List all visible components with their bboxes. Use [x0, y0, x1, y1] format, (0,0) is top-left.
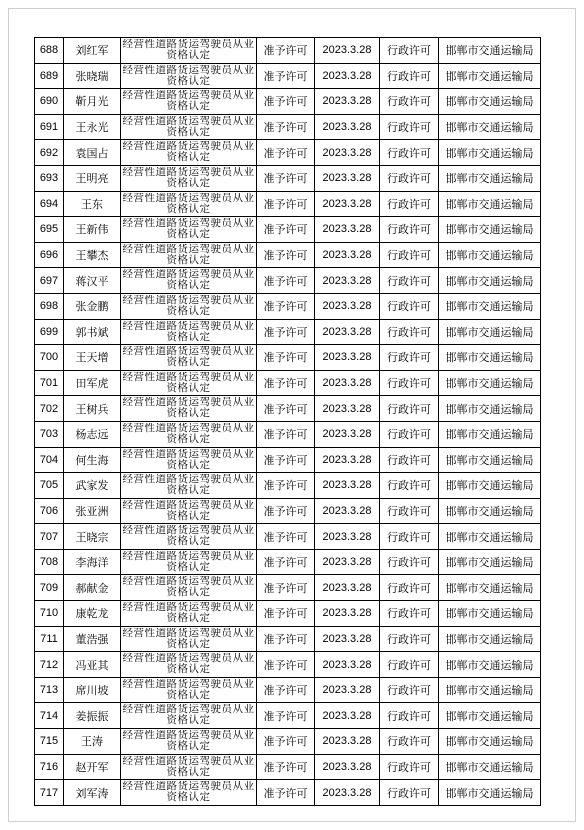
cell-category: 行政许可	[380, 421, 439, 447]
cell-category: 行政许可	[380, 780, 439, 806]
cell-permit-item	[121, 370, 257, 396]
cell-category: 行政许可	[380, 498, 439, 524]
permit-item-text: 经营性道路货运驾驶员从业资格认定	[122, 371, 255, 394]
cell-decision: 准予许可	[257, 652, 315, 678]
table-row	[35, 165, 541, 191]
permit-item-text: 经营性道路货运驾驶员从业资格认定	[122, 192, 255, 215]
cell-decision: 准予许可	[257, 140, 315, 166]
cell-authority: 邯郸市交通运输局	[439, 575, 541, 601]
permit-item-text: 经营性道路货运驾驶员从业资格认定	[122, 550, 255, 573]
cell-decision: 准予许可	[257, 319, 315, 345]
cell-category: 行政许可	[380, 370, 439, 396]
cell-decision: 准予许可	[257, 345, 315, 371]
cell-number: 708	[35, 549, 64, 575]
cell-category: 行政许可	[380, 319, 439, 345]
permit-item-text: 经营性道路货运驾驶员从业资格认定	[122, 781, 255, 804]
cell-decision: 准予许可	[257, 217, 315, 243]
cell-authority: 邯郸市交通运输局	[439, 89, 541, 115]
cell-authority: 邯郸市交通运输局	[439, 729, 541, 755]
cell-category: 行政许可	[380, 217, 439, 243]
cell-authority: 邯郸市交通运输局	[439, 473, 541, 499]
cell-category: 行政许可	[380, 38, 439, 64]
cell-decision: 准予许可	[257, 421, 315, 447]
cell-number: 691	[35, 114, 64, 140]
table-row	[35, 703, 541, 729]
table-row	[35, 370, 541, 396]
table-row	[35, 677, 541, 703]
permit-item-text: 经营性道路货运驾驶员从业资格认定	[122, 64, 255, 87]
cell-category: 行政许可	[380, 677, 439, 703]
cell-date: 2023.3.28	[315, 319, 380, 345]
table-row	[35, 242, 541, 268]
cell-authority: 邯郸市交通运输局	[439, 498, 541, 524]
cell-name: 席川坡	[64, 677, 121, 703]
cell-number: 707	[35, 524, 64, 550]
permit-item-text: 经营性道路货运驾驶员从业资格认定	[122, 576, 255, 599]
cell-name: 蒋汉平	[64, 268, 121, 294]
permit-item-text: 经营性道路货运驾驶员从业资格认定	[122, 218, 255, 241]
cell-name: 郝献金	[64, 575, 121, 601]
cell-decision: 准予许可	[257, 38, 315, 64]
permit-table	[34, 37, 541, 806]
cell-date: 2023.3.28	[315, 677, 380, 703]
cell-permit-item	[121, 293, 257, 319]
cell-number: 688	[35, 38, 64, 64]
cell-decision: 准予许可	[257, 780, 315, 806]
cell-date: 2023.3.28	[315, 575, 380, 601]
permit-item-text: 经营性道路货运驾驶员从业资格认定	[122, 294, 255, 317]
cell-name: 张亚洲	[64, 498, 121, 524]
table-row	[35, 63, 541, 89]
cell-decision: 准予许可	[257, 89, 315, 115]
cell-decision: 准予许可	[257, 396, 315, 422]
permit-item-text: 经营性道路货运驾驶员从业资格认定	[122, 243, 255, 266]
table-row	[35, 729, 541, 755]
cell-authority: 邯郸市交通运输局	[439, 626, 541, 652]
cell-name: 刘红军	[64, 38, 121, 64]
cell-category: 行政许可	[380, 140, 439, 166]
table-row	[35, 217, 541, 243]
permit-item-text: 经营性道路货运驾驶员从业资格认定	[122, 320, 255, 343]
cell-authority: 邯郸市交通运输局	[439, 38, 541, 64]
cell-permit-item	[121, 754, 257, 780]
cell-permit-item	[121, 677, 257, 703]
permit-item-text: 经营性道路货运驾驶员从业资格认定	[122, 525, 255, 548]
table-row	[35, 575, 541, 601]
cell-name: 冯亚其	[64, 652, 121, 678]
permit-item-text: 经营性道路货运驾驶员从业资格认定	[122, 115, 255, 138]
cell-permit-item	[121, 319, 257, 345]
table-row	[35, 549, 541, 575]
cell-authority: 邯郸市交通运输局	[439, 114, 541, 140]
table-row	[35, 319, 541, 345]
cell-category: 行政许可	[380, 524, 439, 550]
cell-date: 2023.3.28	[315, 601, 380, 627]
cell-name: 王东	[64, 191, 121, 217]
permit-item-text: 经营性道路货运驾驶员从业资格认定	[122, 39, 255, 61]
cell-permit-item	[121, 114, 257, 140]
cell-permit-item	[121, 38, 257, 64]
cell-date: 2023.3.28	[315, 268, 380, 294]
cell-date: 2023.3.28	[315, 63, 380, 89]
cell-permit-item	[121, 473, 257, 499]
table-row	[35, 498, 541, 524]
cell-permit-item	[121, 217, 257, 243]
cell-permit-item	[121, 396, 257, 422]
cell-name: 张晓瑞	[64, 63, 121, 89]
cell-date: 2023.3.28	[315, 780, 380, 806]
cell-number: 694	[35, 191, 64, 217]
permit-item-text: 经营性道路货运驾驶员从业资格认定	[122, 346, 255, 369]
permit-item-text: 经营性道路货运驾驶员从业资格认定	[122, 653, 255, 676]
cell-category: 行政许可	[380, 447, 439, 473]
cell-authority: 邯郸市交通运输局	[439, 293, 541, 319]
cell-date: 2023.3.28	[315, 217, 380, 243]
cell-number: 702	[35, 396, 64, 422]
table-row	[35, 601, 541, 627]
cell-category: 行政许可	[380, 601, 439, 627]
cell-decision: 准予许可	[257, 165, 315, 191]
cell-decision: 准予许可	[257, 626, 315, 652]
table-row	[35, 140, 541, 166]
cell-authority: 邯郸市交通运输局	[439, 524, 541, 550]
cell-decision: 准予许可	[257, 703, 315, 729]
permit-item-text: 经营性道路货运驾驶员从业资格认定	[122, 474, 255, 497]
cell-number: 716	[35, 754, 64, 780]
cell-date: 2023.3.28	[315, 421, 380, 447]
cell-category: 行政许可	[380, 165, 439, 191]
cell-authority: 邯郸市交通运输局	[439, 549, 541, 575]
permit-item-text: 经营性道路货运驾驶员从业资格认定	[122, 704, 255, 727]
table-row	[35, 191, 541, 217]
cell-permit-item	[121, 652, 257, 678]
cell-category: 行政许可	[380, 473, 439, 499]
cell-number: 705	[35, 473, 64, 499]
cell-permit-item	[121, 549, 257, 575]
cell-category: 行政许可	[380, 549, 439, 575]
cell-number: 713	[35, 677, 64, 703]
cell-permit-item	[121, 524, 257, 550]
cell-name: 康乾龙	[64, 601, 121, 627]
cell-authority: 邯郸市交通运输局	[439, 217, 541, 243]
table-row	[35, 754, 541, 780]
cell-number: 689	[35, 63, 64, 89]
cell-decision: 准予许可	[257, 729, 315, 755]
cell-date: 2023.3.28	[315, 652, 380, 678]
cell-decision: 准予许可	[257, 242, 315, 268]
cell-permit-item	[121, 268, 257, 294]
cell-number: 697	[35, 268, 64, 294]
permit-item-text: 经营性道路货运驾驶员从业资格认定	[122, 448, 255, 471]
cell-date: 2023.3.28	[315, 191, 380, 217]
table-row	[35, 447, 541, 473]
cell-number: 717	[35, 780, 64, 806]
cell-date: 2023.3.28	[315, 396, 380, 422]
cell-date: 2023.3.28	[315, 114, 380, 140]
cell-authority: 邯郸市交通运输局	[439, 63, 541, 89]
cell-authority: 邯郸市交通运输局	[439, 703, 541, 729]
cell-decision: 准予许可	[257, 754, 315, 780]
cell-permit-item	[121, 626, 257, 652]
permit-item-text: 经营性道路货运驾驶员从业资格认定	[122, 269, 255, 292]
cell-decision: 准予许可	[257, 473, 315, 499]
cell-name: 郭书斌	[64, 319, 121, 345]
table-row	[35, 421, 541, 447]
cell-date: 2023.3.28	[315, 345, 380, 371]
cell-permit-item	[121, 345, 257, 371]
table-row	[35, 293, 541, 319]
cell-decision: 准予许可	[257, 370, 315, 396]
cell-name: 田军虎	[64, 370, 121, 396]
cell-decision: 准予许可	[257, 549, 315, 575]
cell-authority: 邯郸市交通运输局	[439, 140, 541, 166]
table-row	[35, 268, 541, 294]
cell-name: 张金鹏	[64, 293, 121, 319]
table-row	[35, 396, 541, 422]
table-row	[35, 345, 541, 371]
cell-category: 行政许可	[380, 63, 439, 89]
cell-permit-item	[121, 63, 257, 89]
cell-number: 696	[35, 242, 64, 268]
permit-item-text: 经营性道路货运驾驶员从业资格认定	[122, 627, 255, 650]
cell-number: 711	[35, 626, 64, 652]
permit-item-text: 经营性道路货运驾驶员从业资格认定	[122, 397, 255, 420]
cell-number: 701	[35, 370, 64, 396]
table-row	[35, 473, 541, 499]
cell-date: 2023.3.28	[315, 729, 380, 755]
cell-name: 王树兵	[64, 396, 121, 422]
cell-date: 2023.3.28	[315, 524, 380, 550]
cell-authority: 邯郸市交通运输局	[439, 754, 541, 780]
table-row	[35, 652, 541, 678]
cell-permit-item	[121, 140, 257, 166]
cell-name: 王攀杰	[64, 242, 121, 268]
cell-decision: 准予许可	[257, 677, 315, 703]
cell-permit-item	[121, 191, 257, 217]
cell-permit-item	[121, 498, 257, 524]
cell-name: 王天增	[64, 345, 121, 371]
cell-name: 姜振振	[64, 703, 121, 729]
permit-item-text: 经营性道路货运驾驶员从业资格认定	[122, 90, 255, 113]
cell-authority: 邯郸市交通运输局	[439, 447, 541, 473]
cell-name: 王新伟	[64, 217, 121, 243]
cell-decision: 准予许可	[257, 498, 315, 524]
cell-category: 行政许可	[380, 293, 439, 319]
cell-permit-item	[121, 447, 257, 473]
cell-authority: 邯郸市交通运输局	[439, 677, 541, 703]
cell-category: 行政许可	[380, 242, 439, 268]
cell-date: 2023.3.28	[315, 498, 380, 524]
cell-permit-item	[121, 89, 257, 115]
permit-item-text: 经营性道路货运驾驶员从业资格认定	[122, 730, 255, 753]
cell-category: 行政许可	[380, 114, 439, 140]
permit-item-text: 经营性道路货运驾驶员从业资格认定	[122, 422, 255, 445]
cell-name: 袁国占	[64, 140, 121, 166]
cell-category: 行政许可	[380, 191, 439, 217]
cell-date: 2023.3.28	[315, 370, 380, 396]
cell-date: 2023.3.28	[315, 38, 380, 64]
cell-authority: 邯郸市交通运输局	[439, 191, 541, 217]
cell-number: 715	[35, 729, 64, 755]
cell-category: 行政许可	[380, 396, 439, 422]
cell-number: 704	[35, 447, 64, 473]
cell-decision: 准予许可	[257, 191, 315, 217]
cell-permit-item	[121, 421, 257, 447]
cell-name: 刘军涛	[64, 780, 121, 806]
permit-item-text: 经营性道路货运驾驶员从业资格认定	[122, 141, 255, 164]
cell-number: 690	[35, 89, 64, 115]
cell-permit-item	[121, 165, 257, 191]
cell-category: 行政许可	[380, 652, 439, 678]
cell-permit-item	[121, 703, 257, 729]
cell-name: 靳月光	[64, 89, 121, 115]
cell-decision: 准予许可	[257, 524, 315, 550]
cell-name: 王永光	[64, 114, 121, 140]
cell-authority: 邯郸市交通运输局	[439, 652, 541, 678]
table-row	[35, 114, 541, 140]
cell-category: 行政许可	[380, 89, 439, 115]
permit-item-text: 经营性道路货运驾驶员从业资格认定	[122, 499, 255, 522]
cell-permit-item	[121, 601, 257, 627]
cell-category: 行政许可	[380, 754, 439, 780]
cell-authority: 邯郸市交通运输局	[439, 421, 541, 447]
cell-name: 董浩强	[64, 626, 121, 652]
cell-date: 2023.3.28	[315, 140, 380, 166]
cell-category: 行政许可	[380, 703, 439, 729]
cell-date: 2023.3.28	[315, 89, 380, 115]
cell-number: 712	[35, 652, 64, 678]
cell-permit-item	[121, 780, 257, 806]
cell-number: 693	[35, 165, 64, 191]
permit-item-text: 经营性道路货运驾驶员从业资格认定	[122, 678, 255, 701]
table-row	[35, 626, 541, 652]
cell-name: 王晓宗	[64, 524, 121, 550]
cell-decision: 准予许可	[257, 575, 315, 601]
cell-authority: 邯郸市交通运输局	[439, 396, 541, 422]
cell-category: 行政许可	[380, 268, 439, 294]
cell-authority: 邯郸市交通运输局	[439, 370, 541, 396]
cell-date: 2023.3.28	[315, 626, 380, 652]
cell-date: 2023.3.28	[315, 293, 380, 319]
cell-number: 710	[35, 601, 64, 627]
cell-decision: 准予许可	[257, 293, 315, 319]
cell-date: 2023.3.28	[315, 754, 380, 780]
table-body	[35, 38, 541, 806]
cell-date: 2023.3.28	[315, 447, 380, 473]
cell-decision: 准予许可	[257, 268, 315, 294]
cell-number: 698	[35, 293, 64, 319]
cell-date: 2023.3.28	[315, 549, 380, 575]
cell-name: 武家发	[64, 473, 121, 499]
cell-authority: 邯郸市交通运输局	[439, 319, 541, 345]
permit-item-text: 经营性道路货运驾驶员从业资格认定	[122, 602, 255, 625]
cell-name: 杨志远	[64, 421, 121, 447]
table-row	[35, 89, 541, 115]
cell-authority: 邯郸市交通运输局	[439, 165, 541, 191]
cell-permit-item	[121, 575, 257, 601]
table-row	[35, 524, 541, 550]
cell-name: 何生海	[64, 447, 121, 473]
cell-permit-item	[121, 729, 257, 755]
cell-authority: 邯郸市交通运输局	[439, 780, 541, 806]
cell-name: 李海洋	[64, 549, 121, 575]
cell-date: 2023.3.28	[315, 473, 380, 499]
cell-number: 692	[35, 140, 64, 166]
cell-name: 王涛	[64, 729, 121, 755]
cell-number: 699	[35, 319, 64, 345]
cell-permit-item	[121, 242, 257, 268]
cell-number: 709	[35, 575, 64, 601]
cell-number: 703	[35, 421, 64, 447]
cell-number: 695	[35, 217, 64, 243]
cell-decision: 准予许可	[257, 63, 315, 89]
cell-category: 行政许可	[380, 345, 439, 371]
cell-date: 2023.3.28	[315, 165, 380, 191]
cell-decision: 准予许可	[257, 601, 315, 627]
cell-date: 2023.3.28	[315, 703, 380, 729]
permit-item-text: 经营性道路货运驾驶员从业资格认定	[122, 755, 255, 778]
cell-authority: 邯郸市交通运输局	[439, 242, 541, 268]
cell-number: 706	[35, 498, 64, 524]
cell-date: 2023.3.28	[315, 242, 380, 268]
cell-authority: 邯郸市交通运输局	[439, 601, 541, 627]
table-row	[35, 38, 541, 64]
cell-decision: 准予许可	[257, 447, 315, 473]
cell-number: 700	[35, 345, 64, 371]
cell-name: 赵开军	[64, 754, 121, 780]
cell-name: 王明亮	[64, 165, 121, 191]
table-row	[35, 780, 541, 806]
cell-category: 行政许可	[380, 626, 439, 652]
cell-category: 行政许可	[380, 575, 439, 601]
cell-number: 714	[35, 703, 64, 729]
permit-item-text: 经营性道路货运驾驶员从业资格认定	[122, 166, 255, 189]
cell-authority: 邯郸市交通运输局	[439, 268, 541, 294]
cell-decision: 准予许可	[257, 114, 315, 140]
cell-category: 行政许可	[380, 729, 439, 755]
cell-authority: 邯郸市交通运输局	[439, 345, 541, 371]
